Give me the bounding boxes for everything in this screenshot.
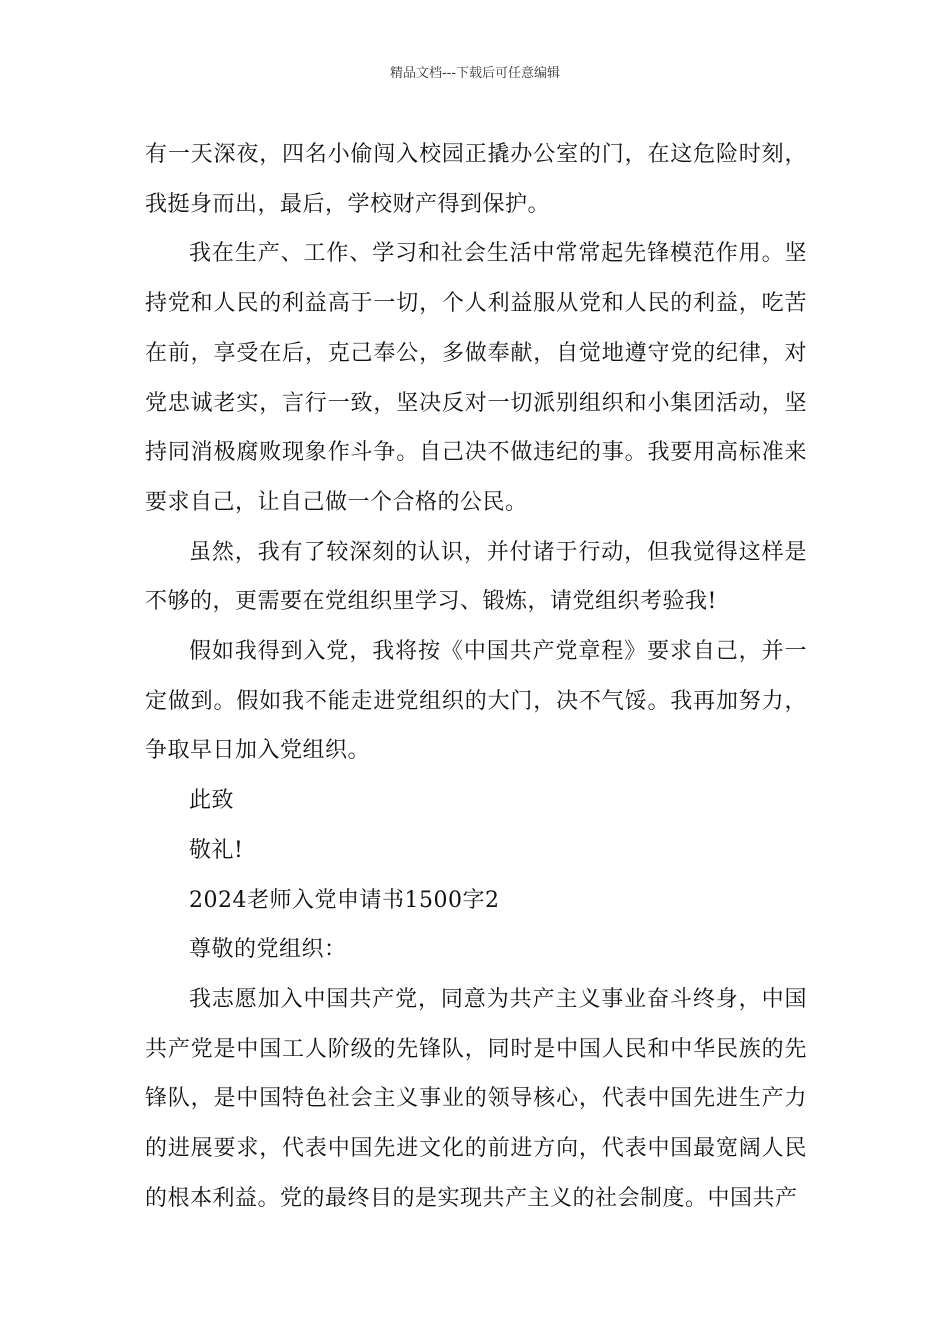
section-title: 2024老师入党申请书1500字2	[189, 887, 500, 913]
page-header: 精品文档---下载后可任意编辑	[389, 66, 561, 81]
paragraph-continuation: 有一天深夜，四名小偷闯入校园正撬办公室的门，在这危险时刻，我挺身而出，最后，学校财产得到保护。	[145, 142, 807, 217]
salutation: 尊敬的党组织：	[189, 937, 347, 963]
paragraph-commitment: 假如我得到入党，我将按《中国共产党章程》要求自己，并一定做到。假如我不能走进党组织的大门，决不气馁。我再加努力，争取早日加入党组织。	[145, 639, 807, 764]
closing-greeting: 此致	[189, 788, 235, 814]
closing-salute: 敬礼!	[189, 837, 244, 863]
document-body	[145, 130, 807, 1223]
paragraph-exemplary-role: 我在生产、工作、学习和社会生活中常常起先锋模范作用。坚持党和人民的利益高于一切，个人利益服从党和人民的利益，吃苦在前，享受在后，克己奉公，多做奉献，自觉地遵守党的纪律，对党忠诚老实，言行一致，坚决反对一切派别组织和小集团活动，坚持同消极腐败现象作斗争。自己决不做违纪的事。我要用高标准来要求自己，让自己做一个合格的公民。	[145, 241, 807, 515]
paragraph-application: 我志愿加入中国共产党，同意为共产主义事业奋斗终身，中国共产党是中国工人阶级的先锋队，同时是中国人民和中华民族的先锋队，是中国特色社会主义事业的领导核心，代表中国先进生产力的进展要求，代表中国先进文化的前进方向，代表中国最宽阔人民的根本利益。党的最终目的是实现共产主义的社会制度。中国共产	[145, 986, 807, 1211]
paragraph-awareness: 虽然，我有了较深刻的认识，并付诸于行动，但我觉得这样是不够的，更需要在党组织里学习、锻炼，请党组织考验我!	[145, 539, 807, 615]
